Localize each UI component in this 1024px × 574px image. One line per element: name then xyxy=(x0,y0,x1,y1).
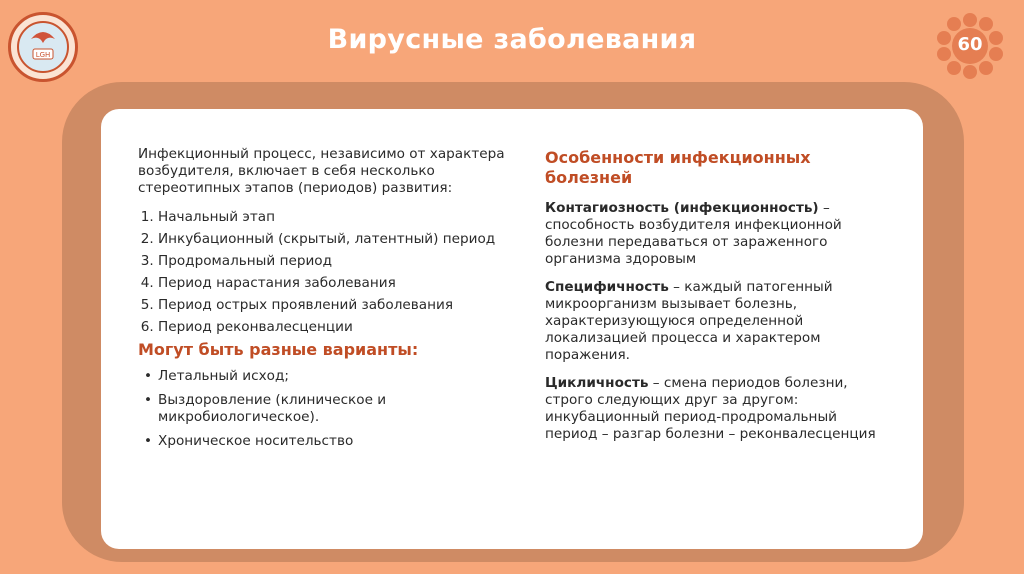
feature-desc: – способность возбудителя инфекционной болезни передаваться от зараженного организма здоровым xyxy=(545,200,842,267)
list-item: 6. Период реконвалесценции xyxy=(158,319,538,336)
feature-term: Контагиозность (инфекционность) xyxy=(545,200,819,216)
intro-text: Инфекционный процесс, независимо от характера возбудителя, включает в себя несколько стереотипных этапов (периодов) развития: xyxy=(138,146,505,196)
list-item: • Летальный исход; xyxy=(158,368,538,385)
list-item: 4. Период нарастания заболевания xyxy=(158,275,538,292)
left-column xyxy=(138,146,538,457)
svg-text:LGH: LGH xyxy=(35,51,51,59)
list-item: 2. Инкубационный (скрытый, латентный) период xyxy=(158,231,538,248)
feature-term: Цикличность xyxy=(545,375,649,391)
feature-term: Специфичность xyxy=(545,279,669,295)
feature-desc: – каждый патогенный микроорганизм вызывает болезнь, характеризующуюся определенной локализацией процесса и характером поражения. xyxy=(545,279,833,363)
slide-number: 60 xyxy=(957,34,983,55)
list-item: 3. Продромальный период xyxy=(158,253,538,270)
feature-desc: – смена периодов болезни, строго следующих друг за другом: инкубационный период-продромальный период – разгар болезни – реконвалесценция xyxy=(545,375,876,442)
variants-heading: Могут быть разные варианты: xyxy=(138,340,419,359)
stages-list xyxy=(138,209,538,336)
feature-specificity xyxy=(545,279,890,364)
variants-list xyxy=(138,368,538,450)
list-item: • Хроническое носительство xyxy=(158,433,538,450)
right-column xyxy=(545,148,890,454)
page-title: Вирусные заболевания xyxy=(327,24,697,55)
feature-cyclicity xyxy=(545,375,890,443)
list-item: 1. Начальный этап xyxy=(158,209,538,226)
feature-contagiousness xyxy=(545,200,890,268)
list-item: 5. Период острых проявлений заболевания xyxy=(158,297,538,314)
flower-badge-icon xyxy=(934,12,1006,80)
features-heading: Особенности инфекционных болезней xyxy=(545,148,811,187)
list-item: • Выздоровление (клиническое и микробиологическое). xyxy=(158,392,538,426)
